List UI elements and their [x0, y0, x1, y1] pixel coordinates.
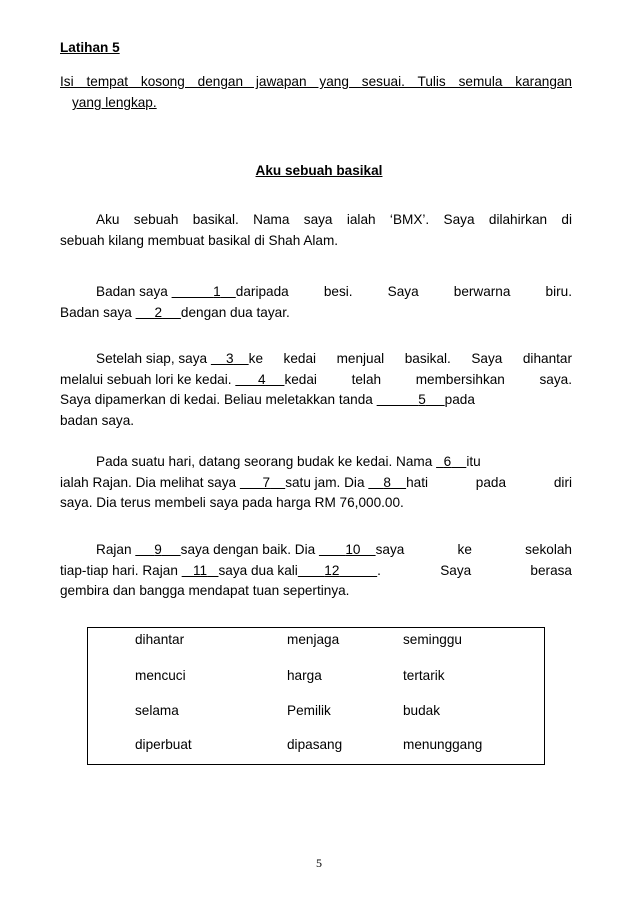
blank-number: 12: [324, 562, 340, 578]
text-segment: hati pada diri: [406, 474, 572, 490]
instruction-line-2: yang lengkap.: [72, 95, 157, 110]
word-bank-item: menunggang: [403, 737, 483, 752]
text-segment: Badan saya: [96, 284, 172, 299]
paragraph-4: [60, 452, 572, 514]
paragraph-3: [60, 349, 572, 431]
blank-number: 11: [193, 562, 208, 578]
blank-number: 10: [345, 542, 361, 557]
text-segment: tiap-tiap hari. Rajan: [60, 562, 182, 578]
paragraph-line: [60, 390, 572, 411]
paragraph-line: Aku sebuah basikal. Nama saya ialah ‘BMX’. Saya dilahirkan di: [96, 212, 572, 227]
paragraph-line: saya. Dia terus membeli saya pada harga RM 76,000.00.: [60, 495, 404, 510]
word-bank-item: tertarik: [403, 668, 445, 683]
blank-1[interactable]: [172, 282, 236, 303]
paragraph-line: [60, 303, 572, 324]
word-bank-item: menjaga: [287, 632, 340, 647]
text-segment: Setelah siap, saya: [96, 351, 211, 366]
text-segment: . Saya berasa: [377, 562, 572, 578]
blank-number: 9: [154, 542, 162, 557]
text-segment: Badan saya: [60, 304, 136, 320]
essay-title: Aku sebuah basikal: [255, 163, 383, 178]
blank-number: 7: [262, 474, 271, 490]
word-bank-item: harga: [287, 668, 322, 683]
word-bank-item: selama: [135, 703, 179, 718]
text-segment: kedai telah membersihkan saya.: [284, 371, 572, 387]
paragraph-1: [60, 210, 572, 251]
paragraph-line: [60, 540, 572, 561]
text-segment: ialah Rajan. Dia melihat saya: [60, 474, 240, 490]
text-segment: dengan dua tayar.: [180, 304, 290, 320]
paragraph-line: [60, 473, 572, 494]
blank-9[interactable]: [135, 540, 180, 561]
blank-2[interactable]: [136, 305, 181, 320]
blank-10[interactable]: [319, 540, 376, 561]
blank-8[interactable]: [368, 473, 406, 494]
word-bank-item: budak: [403, 703, 441, 718]
word-bank-item: dihantar: [135, 632, 185, 647]
paragraph-line: sebuah kilang membuat basikal di Shah Alam.: [60, 232, 339, 248]
paragraph-line: [60, 349, 572, 370]
blank-number: 8: [383, 474, 391, 490]
text-segment: daripada besi. Saya berwarna biru.: [235, 284, 572, 299]
text-segment: Saya dipamerkan di kedai. Beliau meletakkan tanda: [60, 392, 377, 407]
paragraph-line: [60, 282, 572, 303]
blank-4[interactable]: [235, 370, 284, 391]
text-segment: saya dua kali: [218, 562, 298, 578]
text-segment: melalui sebuah lori ke kedai.: [60, 371, 236, 387]
paragraph-line: badan saya.: [60, 412, 135, 428]
blank-number: 1: [213, 284, 221, 299]
blank-3[interactable]: [211, 349, 249, 370]
word-bank-item: dipasang: [287, 737, 343, 752]
paragraph-2: [60, 282, 572, 323]
blank-5[interactable]: [377, 392, 445, 407]
text-segment: Rajan: [96, 542, 136, 557]
exercise-heading: Latihan 5: [60, 40, 120, 55]
paragraph-line: [60, 452, 572, 473]
word-bank-item: mencuci: [135, 668, 186, 683]
word-bank-box: [87, 627, 545, 765]
word-bank-item: diperbuat: [135, 737, 192, 752]
paragraph-line: gembira dan bangga mendapat tuan sepertinya.: [60, 583, 350, 598]
text-segment: itu: [466, 454, 481, 469]
instruction: [60, 71, 572, 113]
blank-number: 3: [225, 351, 234, 366]
paragraph-line: [60, 370, 572, 391]
text-segment: satu jam. Dia: [285, 474, 369, 490]
blank-number: 2: [154, 304, 163, 320]
text-segment: Pada suatu hari, datang seorang budak ke kedai. Nama: [96, 454, 437, 469]
blank-12[interactable]: [298, 561, 377, 582]
blank-7[interactable]: [240, 473, 285, 494]
blank-6[interactable]: [436, 454, 466, 469]
text-segment: saya ke sekolah: [375, 542, 572, 557]
word-bank-item: Pemilik: [287, 703, 331, 718]
text-segment: pada: [444, 392, 475, 407]
blank-number: 5: [418, 392, 426, 407]
text-segment: saya dengan baik. Dia: [180, 542, 319, 557]
blank-11[interactable]: [182, 561, 219, 582]
instruction-line-1: Isi tempat kosong dengan jawapan yang sesuai. Tulis semula karangan: [60, 74, 572, 89]
blank-number: 6: [443, 454, 452, 469]
word-bank-item: seminggu: [403, 632, 462, 647]
blank-number: 4: [257, 371, 266, 387]
paragraph-5: [60, 540, 572, 602]
page-number: 5: [316, 856, 322, 870]
paragraph-line: [60, 561, 572, 582]
text-segment: ke kedai menjual basikal. Saya dihantar: [248, 351, 572, 366]
